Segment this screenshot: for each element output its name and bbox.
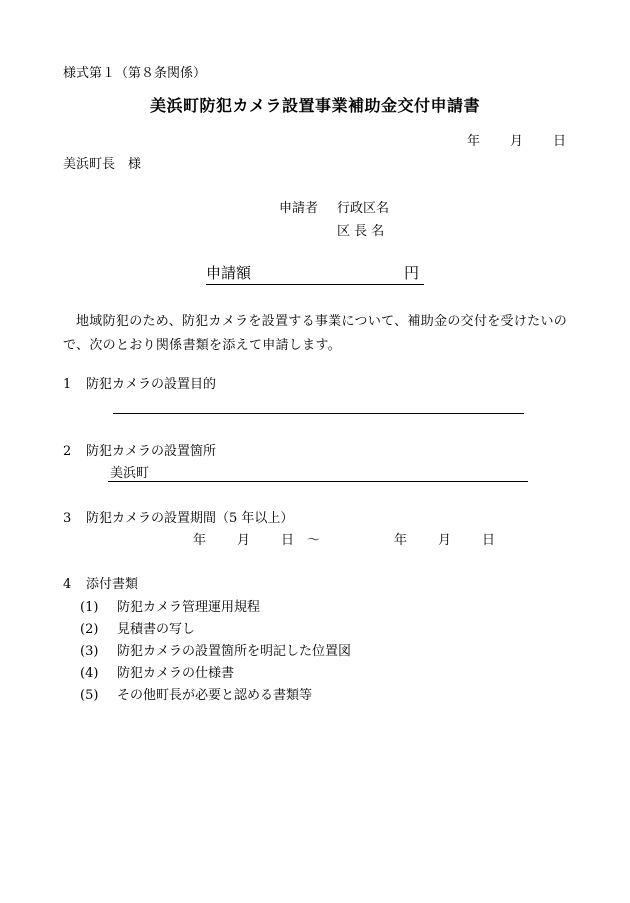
period-separator: ～ <box>307 533 321 548</box>
attachment-item-5-number: (5) <box>80 688 99 703</box>
district-name-label: 行政区名 <box>337 201 390 216</box>
date-year-label: 年 <box>467 134 481 149</box>
attachment-item-2-number: (2) <box>80 622 99 637</box>
district-head-label: 区 長 名 <box>337 224 385 239</box>
period-start-day: 日 <box>281 533 295 548</box>
attachment-item-3-number: (3) <box>80 644 99 659</box>
date-day-label: 日 <box>553 134 567 149</box>
attachment-item-1-number: (1) <box>80 600 99 615</box>
section-3-heading: 防犯カメラの設置期間（5 年以上） <box>86 511 294 526</box>
intro-paragraph: 地域防犯のため、防犯カメラを設置する事業について、補助金の交付を受けたいので、次のとおり関係書類を添えて申請します。 <box>63 314 568 353</box>
addressee: 美浜町長 様 <box>63 157 142 172</box>
location-prefix: 美浜町 <box>110 466 150 481</box>
purpose-input-line[interactable] <box>113 413 524 414</box>
attachment-item-4-number: (4) <box>80 666 99 681</box>
attachment-item-5-text: その他町長が必要と認める書類等 <box>117 688 313 703</box>
section-1-heading: 防犯カメラの設置目的 <box>86 377 217 392</box>
attachment-item-3-text: 防犯カメラの設置箇所を明記した位置図 <box>117 644 352 659</box>
attachment-item-4-text: 防犯カメラの仕様書 <box>117 666 235 681</box>
period-end-year: 年 <box>394 533 408 548</box>
amount-unit: 円 <box>404 264 420 282</box>
form-title: 美浜町防犯カメラ設置事業補助金交付申請書 <box>149 96 480 115</box>
period-start-month: 月 <box>237 533 251 548</box>
section-4-number: 4 <box>63 577 72 592</box>
section-3-number: 3 <box>63 511 72 526</box>
amount-label: 申請額 <box>206 264 252 282</box>
date-month-label: 月 <box>510 134 524 149</box>
section-2-heading: 防犯カメラの設置箇所 <box>86 444 217 459</box>
period-end-day: 日 <box>482 533 496 548</box>
attachment-item-2-text: 見積書の写し <box>117 622 196 637</box>
applicant-label: 申請者 <box>279 201 319 216</box>
section-2-number: 2 <box>63 444 72 459</box>
location-input-line[interactable] <box>108 481 528 482</box>
amount-field[interactable] <box>206 266 424 285</box>
period-end-month: 月 <box>438 533 452 548</box>
section-1-number: 1 <box>63 377 72 392</box>
period-start-year: 年 <box>193 533 207 548</box>
section-4-heading: 添付書類 <box>86 577 139 592</box>
form-label: 様式第１（第８条関係） <box>63 66 207 81</box>
attachment-item-1-text: 防犯カメラ管理運用規程 <box>117 600 261 615</box>
